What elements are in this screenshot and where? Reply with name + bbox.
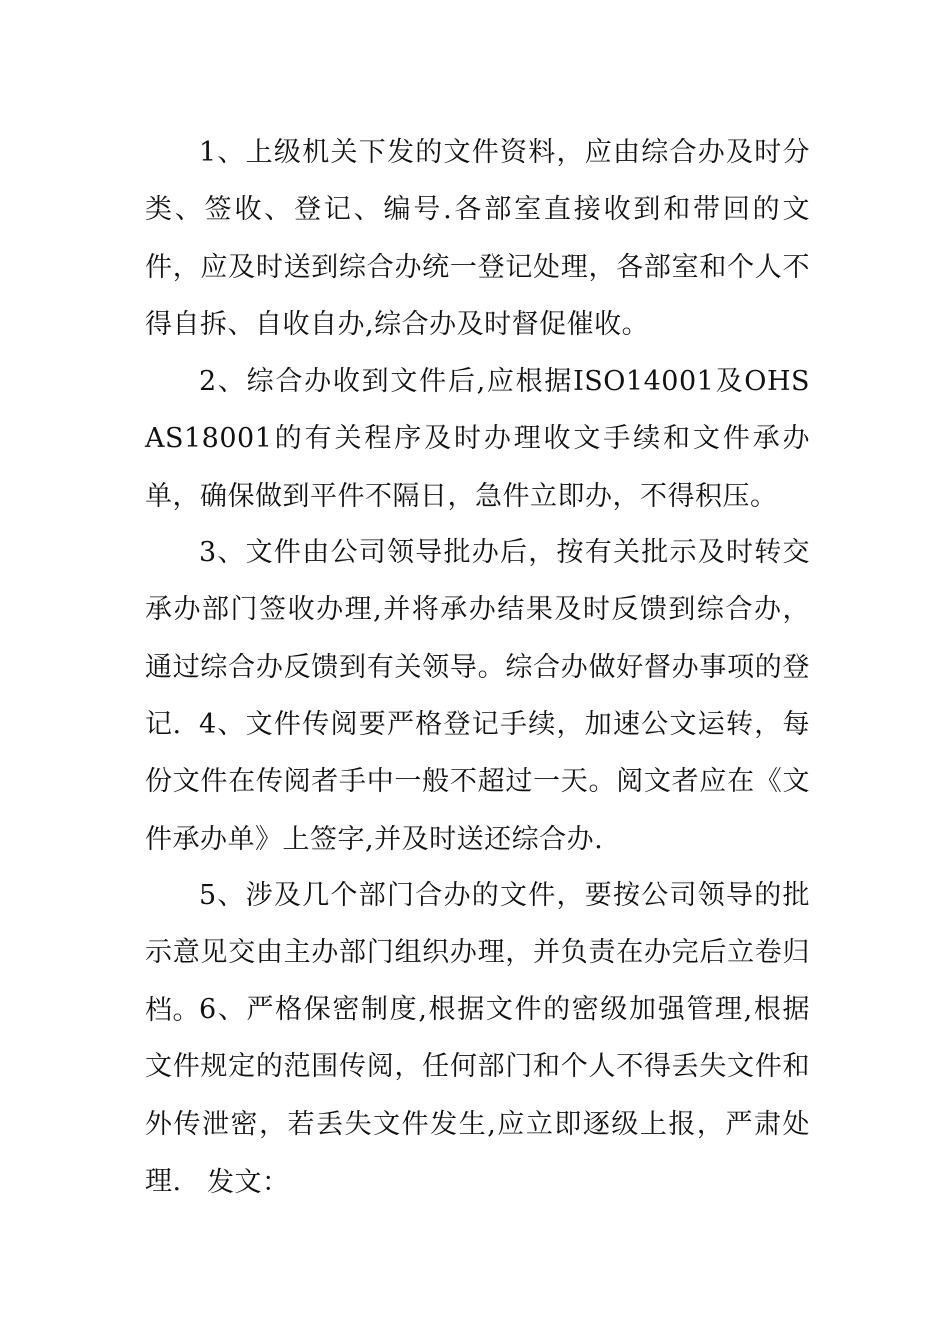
paragraph-4: 4、文件传阅要严格登记手续，加速公文运转，每份文件在传阅者手中一般不超过一天。阅文者应在《文件承办单》上签字,并及时送还综合办. [145, 709, 810, 855]
paragraph-5: 5、涉及几个部门合办的文件，要按公司领导的批示意见交由主办部门组织办理，并负责在办完后立卷归档。 [145, 880, 810, 1026]
paragraph-3: 3、文件由公司领导批办后，按有关批示及时转交承办部门签收办理,并将承办结果及时反馈到综合办，通过综合办反馈到有关领导。综合办做好督办事项的登记. [145, 537, 810, 740]
paragraph-6: 6、严格保密制度,根据文件的密级加强管理,根据文件规定的范围传阅，任何部门和个人不得丢失文件和外传泄密，若丢失文件发生,应立即逐级上报，严肃处理. [145, 994, 810, 1197]
paragraph-2: 2、综合办收到文件后,应根据ISO14001及OHSAS18001的有关程序及时办理收文手续和文件承办单，确保做到平件不隔日，急件立即办，不得积压。 [145, 366, 810, 512]
paragraph-1: 1、上级机关下发的文件资料，应由综合办及时分类、签收、登记、编号.各部室直接收到和带回的文件，应及时送到综合办统一登记处理，各部室和个人不得自拆、自收自办,综合办及时督促催收。 [145, 137, 810, 340]
closing-label: 发文： [207, 1167, 290, 1198]
